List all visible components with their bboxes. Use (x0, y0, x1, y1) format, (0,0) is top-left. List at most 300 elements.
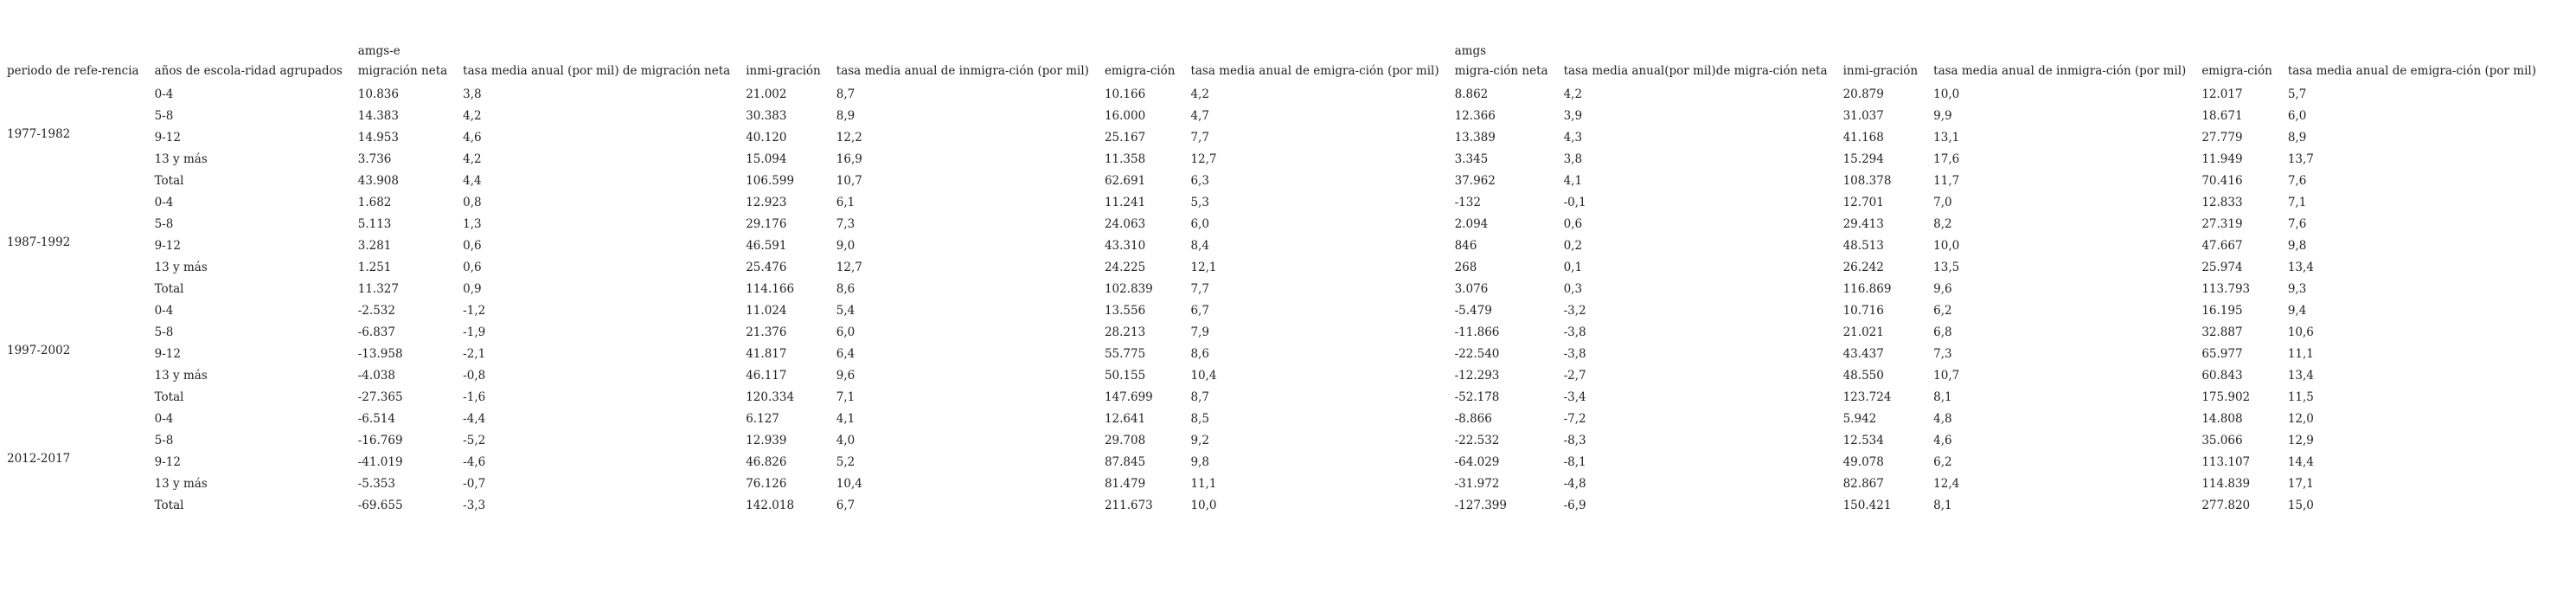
table-row (0, 188, 2576, 209)
value-cell: -11.866 (1454, 325, 1500, 339)
value-cell: 12,4 (1933, 477, 1960, 491)
value-cell: 0,6 (463, 239, 482, 253)
value-cell: 12,2 (836, 131, 862, 145)
value-cell: 4,1 (1563, 174, 1583, 188)
value-cell: 7,7 (1190, 131, 1209, 145)
table-row (0, 318, 2576, 339)
schooling-cell: 0-4 (154, 87, 174, 101)
value-cell: 13,1 (1933, 131, 1960, 145)
value-cell: -5,2 (463, 434, 486, 447)
table-row (0, 339, 2576, 361)
schooling-cell: 0-4 (154, 304, 174, 318)
value-cell: 4,0 (836, 434, 855, 447)
table-row (0, 209, 2576, 231)
schooling-cell: Total (154, 390, 184, 404)
value-cell: 9,8 (2287, 239, 2307, 253)
value-cell: 13.389 (1454, 131, 1496, 145)
header-columns-row (0, 58, 2576, 80)
value-cell: 12,1 (1190, 261, 1217, 274)
value-cell: 120.334 (746, 390, 795, 404)
value-cell: 48.513 (1842, 239, 1884, 253)
value-cell: 142.018 (746, 499, 795, 512)
value-cell: 11.358 (1104, 152, 1146, 166)
schooling-cell: 5-8 (154, 434, 174, 447)
value-cell: 70.416 (2201, 174, 2243, 188)
schooling-cell: 13 y más (154, 261, 208, 274)
value-cell: 11,1 (1190, 477, 1217, 491)
value-cell: 9,3 (2287, 282, 2307, 296)
column-header: emigra-ción (2201, 64, 2272, 78)
column-header: emigra-ción (1104, 64, 1176, 78)
value-cell: 10,0 (1933, 87, 1960, 101)
value-cell: -4,8 (1563, 477, 1586, 491)
value-cell: 48.550 (1842, 369, 1884, 383)
value-cell: 18.671 (2201, 109, 2243, 123)
value-cell: 7,3 (1933, 347, 1952, 361)
value-cell: 49.078 (1842, 455, 1884, 469)
value-cell: 5,7 (2287, 87, 2307, 101)
value-cell: 108.378 (1842, 174, 1892, 188)
value-cell: 8,9 (2287, 131, 2307, 145)
table-body (0, 80, 2576, 512)
value-cell: 6.127 (746, 412, 779, 426)
value-cell: 8,4 (1190, 239, 1209, 253)
value-cell: 6,8 (1933, 325, 1952, 339)
value-cell: 3,8 (463, 87, 482, 101)
value-cell: 10,4 (1190, 369, 1217, 383)
group-header-amgs-e: amgs-e (357, 44, 400, 58)
value-cell: -2.532 (357, 304, 395, 318)
value-cell: 1.682 (357, 196, 392, 209)
value-cell: 9,6 (1933, 282, 1952, 296)
schooling-cell: 5-8 (154, 109, 174, 123)
value-cell: 0,1 (1563, 261, 1583, 274)
value-cell: -6.514 (357, 412, 395, 426)
value-cell: 5.113 (357, 217, 392, 231)
table-row (0, 253, 2576, 274)
value-cell: 13,5 (1933, 261, 1960, 274)
value-cell: 14,4 (2287, 455, 2314, 469)
schooling-cell: 0-4 (154, 412, 174, 426)
value-cell: 25.476 (746, 261, 787, 274)
value-cell: 7,9 (1190, 325, 1209, 339)
value-cell: 7,7 (1190, 282, 1209, 296)
table-row (0, 101, 2576, 123)
group-header-amgs: amgs (1454, 44, 1487, 58)
table-row (0, 491, 2576, 512)
value-cell: 4,7 (1190, 109, 1209, 123)
value-cell: 4,2 (463, 152, 482, 166)
value-cell: 20.879 (1842, 87, 1884, 101)
value-cell: 9,8 (1190, 455, 1209, 469)
table-row (0, 166, 2576, 188)
value-cell: 277.820 (2201, 499, 2251, 512)
value-cell: 15.294 (1842, 152, 1884, 166)
value-cell: 113.793 (2201, 282, 2251, 296)
value-cell: 76.126 (746, 477, 787, 491)
column-header: migra-ción neta (1454, 64, 1548, 78)
table-row (0, 296, 2576, 318)
value-cell: 10,4 (836, 477, 862, 491)
value-cell: 17,1 (2287, 477, 2314, 491)
value-cell: 27.779 (2201, 131, 2243, 145)
value-cell: 9,6 (836, 369, 855, 383)
value-cell: 5,2 (836, 455, 855, 469)
value-cell: 21.376 (746, 325, 787, 339)
value-cell: 6,3 (1190, 174, 1209, 188)
value-cell: 14.953 (357, 131, 399, 145)
value-cell: 16.000 (1104, 109, 1146, 123)
value-cell: -3,3 (463, 499, 486, 512)
value-cell: 3.736 (357, 152, 392, 166)
table-row (0, 426, 2576, 447)
value-cell: 27.319 (2201, 217, 2243, 231)
value-cell: -16.769 (357, 434, 403, 447)
value-cell: 26.242 (1842, 261, 1884, 274)
column-header: inmi-gración (1842, 64, 1919, 78)
value-cell: 5,4 (836, 304, 855, 318)
value-cell: 0,6 (463, 261, 482, 274)
value-cell: 40.120 (746, 131, 787, 145)
value-cell: 50.155 (1104, 369, 1146, 383)
schooling-cell: 5-8 (154, 325, 174, 339)
value-cell: 14.808 (2201, 412, 2243, 426)
value-cell: 41.168 (1842, 131, 1884, 145)
value-cell: 62.691 (1104, 174, 1146, 188)
value-cell: 12,0 (2287, 412, 2314, 426)
value-cell: -1,6 (463, 390, 486, 404)
value-cell: 114.166 (746, 282, 795, 296)
value-cell: 113.107 (2201, 455, 2251, 469)
value-cell: 12.534 (1842, 434, 1884, 447)
schooling-cell: 13 y más (154, 152, 208, 166)
column-header: migración neta (357, 64, 448, 78)
value-cell: 12.366 (1454, 109, 1496, 123)
value-cell: 116.869 (1842, 282, 1892, 296)
value-cell: 2.094 (1454, 217, 1489, 231)
value-cell: -2,7 (1563, 369, 1586, 383)
value-cell: 9,0 (836, 239, 855, 253)
value-cell: 123.724 (1842, 390, 1892, 404)
value-cell: -5.479 (1454, 304, 1492, 318)
value-cell: 4,4 (463, 174, 482, 188)
schooling-cell: 9-12 (154, 455, 181, 469)
value-cell: 11,5 (2287, 390, 2314, 404)
schooling-cell: 13 y más (154, 477, 208, 491)
value-cell: 12,7 (1190, 152, 1217, 166)
value-cell: -13.958 (357, 347, 403, 361)
value-cell: 0,2 (1563, 239, 1583, 253)
value-cell: -4,6 (463, 455, 486, 469)
value-cell: 8,6 (836, 282, 855, 296)
value-cell: 29.413 (1842, 217, 1884, 231)
value-cell: 6,7 (1190, 304, 1209, 318)
value-cell: 11,1 (2287, 347, 2314, 361)
value-cell: 7,3 (836, 217, 855, 231)
value-cell: 4,3 (1563, 131, 1583, 145)
value-cell: 7,6 (2287, 217, 2307, 231)
value-cell: 10.836 (357, 87, 399, 101)
value-cell: 8,9 (836, 109, 855, 123)
value-cell: -6,9 (1563, 499, 1586, 512)
value-cell: 11.024 (746, 304, 787, 318)
value-cell: -0,8 (463, 369, 486, 383)
value-cell: -3,8 (1563, 347, 1586, 361)
table-row (0, 447, 2576, 469)
value-cell: 4,2 (1563, 87, 1583, 101)
value-cell: 31.037 (1842, 109, 1884, 123)
column-header: periodo de refe-rencia (7, 64, 139, 78)
value-cell: 11.327 (357, 282, 399, 296)
value-cell: 28.213 (1104, 325, 1146, 339)
schooling-cell: 5-8 (154, 217, 174, 231)
value-cell: -64.029 (1454, 455, 1500, 469)
value-cell: 7,1 (2287, 196, 2307, 209)
table-row (0, 231, 2576, 253)
value-cell: 0,3 (1563, 282, 1583, 296)
value-cell: 102.839 (1104, 282, 1153, 296)
value-cell: 147.699 (1104, 390, 1153, 404)
value-cell: 12.701 (1842, 196, 1884, 209)
value-cell: -52.178 (1454, 390, 1500, 404)
value-cell: 12.939 (746, 434, 787, 447)
value-cell: 82.867 (1842, 477, 1884, 491)
period-cell: 1997-2002 (7, 343, 71, 357)
value-cell: 8,6 (1190, 347, 1209, 361)
value-cell: 16,9 (836, 152, 862, 166)
value-cell: 13,4 (2287, 261, 2314, 274)
schooling-cell: Total (154, 499, 184, 512)
value-cell: 29.708 (1104, 434, 1146, 447)
value-cell: 8,1 (1933, 390, 1952, 404)
value-cell: 6,7 (836, 499, 855, 512)
table-header (0, 38, 2576, 80)
value-cell: 8,7 (1190, 390, 1209, 404)
value-cell: 6,1 (836, 196, 855, 209)
value-cell: -4,4 (463, 412, 486, 426)
value-cell: 41.817 (746, 347, 787, 361)
value-cell: 1.251 (357, 261, 392, 274)
value-cell: 15.094 (746, 152, 787, 166)
value-cell: 87.845 (1104, 455, 1146, 469)
value-cell: 37.962 (1454, 174, 1496, 188)
value-cell: 43.310 (1104, 239, 1146, 253)
value-cell: 4,6 (463, 131, 482, 145)
table-row (0, 274, 2576, 296)
value-cell: 25.974 (2201, 261, 2243, 274)
value-cell: 12.923 (746, 196, 787, 209)
value-cell: 0,6 (1563, 217, 1583, 231)
value-cell: 3.076 (1454, 282, 1489, 296)
value-cell: 6,0 (836, 325, 855, 339)
table-row (0, 404, 2576, 426)
value-cell: 30.383 (746, 109, 787, 123)
value-cell: 12.641 (1104, 412, 1146, 426)
value-cell: 21.002 (746, 87, 787, 101)
value-cell: 3,8 (1563, 152, 1583, 166)
value-cell: 3.345 (1454, 152, 1489, 166)
value-cell: 6,2 (1933, 304, 1952, 318)
column-header: tasa media anual de emigra-ción (por mil) (1190, 64, 1439, 78)
value-cell: 10,0 (1190, 499, 1217, 512)
value-cell: 10,7 (836, 174, 862, 188)
value-cell: 46.591 (746, 239, 787, 253)
value-cell: 9,9 (1933, 109, 1952, 123)
value-cell: 7,1 (836, 390, 855, 404)
value-cell: -0,7 (463, 477, 486, 491)
migration-table (0, 38, 2576, 512)
column-header: tasa media anual(por mil)de migra-ción neta (1563, 64, 1828, 78)
value-cell: -4.038 (357, 369, 395, 383)
schooling-cell: Total (154, 174, 184, 188)
header-group-row (0, 38, 2576, 58)
value-cell: 3,9 (1563, 109, 1583, 123)
value-cell: 35.066 (2201, 434, 2243, 447)
value-cell: -1,2 (463, 304, 486, 318)
table-row (0, 383, 2576, 404)
value-cell: 3.281 (357, 239, 392, 253)
value-cell: 4,8 (1933, 412, 1952, 426)
column-header: tasa media anual de inmigra-ción (por mil) (1933, 64, 2187, 78)
value-cell: 8,7 (836, 87, 855, 101)
value-cell: 12,9 (2287, 434, 2314, 447)
value-cell: 8,1 (1933, 499, 1952, 512)
value-cell: 5,3 (1190, 196, 1209, 209)
value-cell: 4,2 (1190, 87, 1209, 101)
value-cell: 114.839 (2201, 477, 2251, 491)
value-cell: -0,1 (1563, 196, 1586, 209)
value-cell: 46.826 (746, 455, 787, 469)
value-cell: -8,3 (1563, 434, 1586, 447)
value-cell: 5.942 (1842, 412, 1877, 426)
value-cell: -3,4 (1563, 390, 1586, 404)
value-cell: -22.532 (1454, 434, 1500, 447)
table-row (0, 145, 2576, 166)
value-cell: 10,6 (2287, 325, 2314, 339)
period-cell: 1977-1982 (7, 126, 71, 141)
value-cell: 24.225 (1104, 261, 1146, 274)
value-cell: 268 (1454, 261, 1477, 274)
value-cell: 47.667 (2201, 239, 2243, 253)
value-cell: 846 (1454, 239, 1477, 253)
value-cell: 11.241 (1104, 196, 1146, 209)
value-cell: 6,2 (1933, 455, 1952, 469)
value-cell: -69.655 (357, 499, 403, 512)
value-cell: 4,2 (463, 109, 482, 123)
value-cell: 13,4 (2287, 369, 2314, 383)
value-cell: 8,2 (1933, 217, 1952, 231)
value-cell: 43.437 (1842, 347, 1884, 361)
period-cell: 1987-1992 (7, 235, 71, 249)
value-cell: 65.977 (2201, 347, 2243, 361)
column-header: tasa media anual de emigra-ción (por mil) (2287, 64, 2536, 78)
value-cell: 25.167 (1104, 131, 1146, 145)
value-cell: 106.599 (746, 174, 795, 188)
value-cell: 8.862 (1454, 87, 1489, 101)
value-cell: 21.021 (1842, 325, 1884, 339)
schooling-cell: 0-4 (154, 196, 174, 209)
value-cell: -27.365 (357, 390, 403, 404)
value-cell: -41.019 (357, 455, 403, 469)
value-cell: 7,6 (2287, 174, 2307, 188)
value-cell: 12.833 (2201, 196, 2243, 209)
schooling-cell: 9-12 (154, 131, 181, 145)
schooling-cell: 9-12 (154, 239, 181, 253)
value-cell: 29.176 (746, 217, 787, 231)
value-cell: 6,0 (1190, 217, 1209, 231)
value-cell: 10,0 (1933, 239, 1960, 253)
value-cell: 15,0 (2287, 499, 2314, 512)
value-cell: 1,3 (463, 217, 482, 231)
value-cell: 32.887 (2201, 325, 2243, 339)
value-cell: 9,2 (1190, 434, 1209, 447)
column-header: años de escola-ridad agrupados (154, 64, 343, 78)
value-cell: -8.866 (1454, 412, 1492, 426)
value-cell: 7,0 (1933, 196, 1952, 209)
value-cell: 17,6 (1933, 152, 1960, 166)
value-cell: -7,2 (1563, 412, 1586, 426)
value-cell: -3,8 (1563, 325, 1586, 339)
value-cell: 43.908 (357, 174, 399, 188)
column-header: tasa media anual (por mil) de migración neta (463, 64, 731, 78)
value-cell: -5.353 (357, 477, 395, 491)
value-cell: 24.063 (1104, 217, 1146, 231)
value-cell: -31.972 (1454, 477, 1500, 491)
value-cell: -1,9 (463, 325, 486, 339)
period-cell: 2012-2017 (7, 451, 71, 466)
value-cell: 9,4 (2287, 304, 2307, 318)
table-row (0, 80, 2576, 101)
value-cell: 13,7 (2287, 152, 2314, 166)
schooling-cell: 9-12 (154, 347, 181, 361)
value-cell: 0,8 (463, 196, 482, 209)
value-cell: 150.421 (1842, 499, 1892, 512)
column-header: inmi-gración (746, 64, 821, 78)
value-cell: 46.117 (746, 369, 787, 383)
value-cell: -127.399 (1454, 499, 1507, 512)
column-header: tasa media anual de inmigra-ción (por mil) (836, 64, 1089, 78)
value-cell: -8,1 (1563, 455, 1586, 469)
value-cell: 4,1 (836, 412, 855, 426)
value-cell: -22.540 (1454, 347, 1500, 361)
value-cell: 60.843 (2201, 369, 2243, 383)
value-cell: 6,4 (836, 347, 855, 361)
value-cell: 12.017 (2201, 87, 2243, 101)
table-row (0, 361, 2576, 383)
value-cell: 175.902 (2201, 390, 2251, 404)
value-cell: 13.556 (1104, 304, 1146, 318)
schooling-cell: 13 y más (154, 369, 208, 383)
value-cell: 0,9 (463, 282, 482, 296)
value-cell: -12.293 (1454, 369, 1500, 383)
value-cell: 10.166 (1104, 87, 1146, 101)
value-cell: 81.479 (1104, 477, 1146, 491)
value-cell: -132 (1454, 196, 1481, 209)
value-cell: 55.775 (1104, 347, 1146, 361)
value-cell: 10,7 (1933, 369, 1960, 383)
value-cell: 16.195 (2201, 304, 2243, 318)
value-cell: 6,0 (2287, 109, 2307, 123)
value-cell: 4,6 (1933, 434, 1952, 447)
value-cell: -6.837 (357, 325, 395, 339)
value-cell: 12,7 (836, 261, 862, 274)
value-cell: -2,1 (463, 347, 486, 361)
value-cell: 14.383 (357, 109, 399, 123)
value-cell: 11,7 (1933, 174, 1960, 188)
value-cell: 11.949 (2201, 152, 2243, 166)
table-row (0, 469, 2576, 491)
schooling-cell: Total (154, 282, 184, 296)
